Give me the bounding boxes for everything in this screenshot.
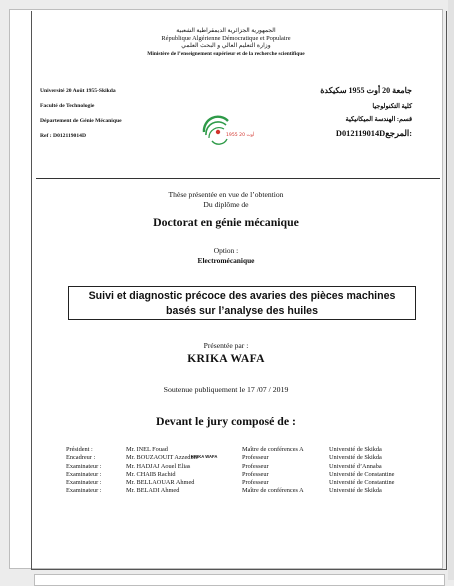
jury-role: Examinateur : bbox=[66, 470, 102, 478]
header-french-ministry: Ministère de l’enseignement supérieur et de la recherche scientifique bbox=[147, 51, 305, 57]
jury-role: Président : bbox=[66, 446, 93, 453]
jury-name: Mr. BOUZAOUIT Azzedine bbox=[126, 454, 199, 462]
right-ref bbox=[336, 128, 412, 138]
thesis-intro: Thèse présentée en vue de l’obtention bbox=[168, 190, 284, 199]
jury-role: Examinateur : bbox=[66, 487, 102, 495]
thesis-title-line2: basés sur l’analyse des huiles bbox=[166, 304, 318, 317]
document-page bbox=[9, 9, 443, 569]
scrollbar-track[interactable] bbox=[448, 0, 454, 580]
header-arabic-ministry: وزارة التعليم العالي و البحث العلمي bbox=[181, 42, 271, 49]
left-university: Université 20 Août 1955-Skikda bbox=[40, 88, 116, 94]
jury-grade: Professeur bbox=[242, 454, 269, 462]
jury-name: Mr. BELLAOUAR Ahmed bbox=[126, 479, 195, 487]
jury-role: Encadreur : bbox=[66, 454, 96, 462]
author-name: KRIKA WAFA bbox=[187, 352, 265, 365]
option-value: Electromécanique bbox=[197, 256, 255, 265]
right-faculty: كلية التكنولوجيا bbox=[372, 103, 412, 110]
jury-grade: Professeur bbox=[242, 479, 269, 487]
jury-role: Examinateur : bbox=[66, 479, 102, 487]
jury-grade: Professeur bbox=[242, 470, 269, 478]
presented-by-label: Présentée par : bbox=[203, 341, 249, 350]
jury-institution: Université de Constantine bbox=[329, 479, 395, 487]
thesis-title-line1: Suivi et diagnostic précoce des avaries des pièces machines bbox=[88, 290, 396, 302]
jury-role: Examinateur : bbox=[66, 462, 102, 470]
logo-text: 1955 20 أوت bbox=[226, 133, 254, 138]
left-ref: Ref : D012119014D bbox=[40, 133, 86, 139]
left-faculty: Faculté de Technologie bbox=[40, 103, 95, 109]
right-ref-value: D012119014D bbox=[335, 129, 386, 138]
thesis-degree: Doctorat en génie mécanique bbox=[153, 215, 299, 229]
jury-institution: Université de Skikda bbox=[329, 446, 382, 453]
jury-name: Mr. BELADI Ahmed bbox=[126, 487, 180, 495]
right-ref-label: :المرجع bbox=[385, 129, 412, 138]
jury-grade: Maître de conférences A bbox=[242, 487, 304, 495]
next-page-edge bbox=[34, 574, 445, 586]
header-arabic-republic: الجمهورية الجزائرية الديمقراطية الشعبية bbox=[176, 28, 276, 34]
defense-date: Soutenue publiquement le 17 /07 / 2019 bbox=[163, 385, 289, 394]
header-divider bbox=[36, 178, 440, 179]
header-french-republic: République Algérienne Démocratique et Populaire bbox=[161, 35, 291, 42]
thesis-diploma-of: Du diplôme de bbox=[203, 200, 249, 209]
jury-institution: Université de Constantine bbox=[329, 470, 395, 478]
jury-grade: Maître de conférences A bbox=[242, 446, 304, 453]
university-logo-icon bbox=[198, 112, 254, 146]
right-university: جامعة 20 أوت 1955 سكيكدة bbox=[320, 86, 412, 95]
jury-name: Mr. INEL Fouad bbox=[126, 446, 168, 453]
jury-institution: Université d’Annaba bbox=[329, 462, 382, 470]
jury-grade: Professeur bbox=[242, 462, 269, 470]
jury-name: Mr. HADJAJ Aouel Elias bbox=[126, 462, 191, 470]
thesis-title-box bbox=[68, 286, 416, 320]
jury-name: Mr. CHAIB Rachid bbox=[126, 470, 176, 478]
left-department: Département de Génie Mécanique bbox=[40, 118, 122, 124]
jury-heading: Devant le jury composé de : bbox=[156, 414, 296, 428]
option-label: Option : bbox=[213, 246, 239, 255]
overlay-author-stamp: KRIKA WAFA bbox=[191, 454, 218, 459]
jury-institution: Université de Skikda bbox=[329, 454, 382, 462]
jury-institution: Université de Skikda bbox=[329, 487, 382, 495]
right-department: قسم: الهندسة الميكانيكية bbox=[345, 116, 412, 123]
